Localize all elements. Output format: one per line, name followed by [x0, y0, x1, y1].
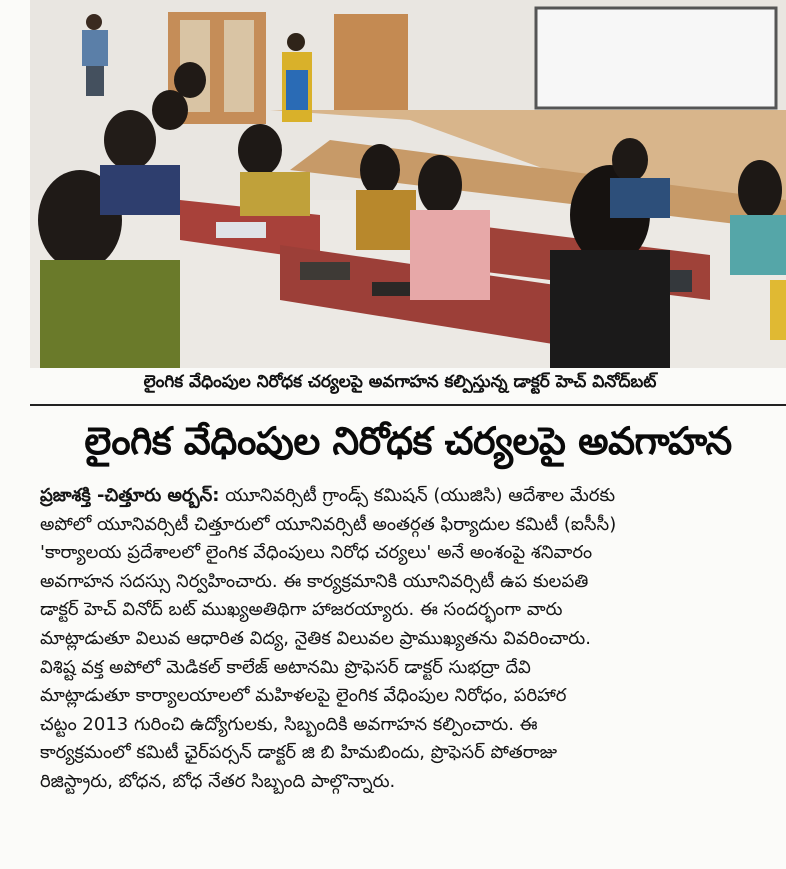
seminar-photo	[30, 0, 786, 368]
article-line: చట్టం 2013 గురించి ఉద్యోగులకు, సిబ్బందికి అవగాహన కల్పించారు. ఈ	[40, 713, 538, 735]
article-line: ప్రజాశక్తి -చిత్తూరు అర్బన్: యూనివర్సిటీ గ్రాండ్స్ కమిషన్ (యుజిసి) ఆదేశాల మేరకు	[40, 485, 616, 506]
article-body	[40, 482, 780, 797]
article-line: అపోలో యూనివర్సిటీ చిత్తూరులో యూనివర్సిటీ అంతర్గత ఫిర్యాదుల కమిటీ (ఐసీసీ)	[40, 513, 617, 535]
article-line: కార్యక్రమంలో కమిటీ ఛైర్‌పర్సన్ డాక్టర్ జి బి హిమబిందు, ప్రొఫెసర్ పోతరాజు	[40, 742, 558, 764]
article-line: విశిష్ట వక్త అపోలో మెడికల్ కాలేజ్ అటానమి ప్రొఫెసర్ డాక్టర్ సుభద్రా దేవి	[40, 656, 531, 678]
caption-divider	[30, 404, 786, 406]
article-line: అవగాహన సదస్సు నిర్వహించారు. ఈ కార్యక్రమానికి యూనివర్సిటీ ఉప కులపతి	[40, 570, 589, 592]
article-line: మాట్లాడుతూ విలువ ఆధారిత విద్య, నైతిక విలువల ప్రాముఖ్యతను వివరించారు.	[40, 627, 591, 649]
article-line: మాట్లాడుతూ కార్యాలయాలలో మహిళలపై లైంగిక వేధింపుల నిరోధం, పరిహార	[40, 685, 567, 707]
article-line: 'కార్యాలయ ప్రదేశాలలో లైంగిక వేధింపులు నిరోధ చర్యలు' అనే అంశంపై శనివారం	[40, 542, 593, 564]
photo-caption: లైంగిక వేధింపుల నిరోధక చర్యలపై అవగాహన కల్పిస్తున్న డాక్టర్ హెచ్ వినోద్‌బట్	[143, 372, 657, 392]
article-line: డాక్టర్ హెచ్ వినోద్ బట్ ముఖ్యఅతిథిగా హాజరయ్యారు. ఈ సందర్భంగా వారు	[40, 599, 563, 621]
dateline: ప్రజాశక్తి -చిత్తూరు అర్బన్:	[40, 485, 220, 506]
article-line: రిజిస్ట్రారు, బోధన, బోధ నేతర సిబ్బంది పాల్గొన్నారు.	[40, 770, 396, 792]
article-headline: లైంగిక వేధింపుల నిరోధక చర్యలపై అవగాహన	[84, 419, 732, 463]
